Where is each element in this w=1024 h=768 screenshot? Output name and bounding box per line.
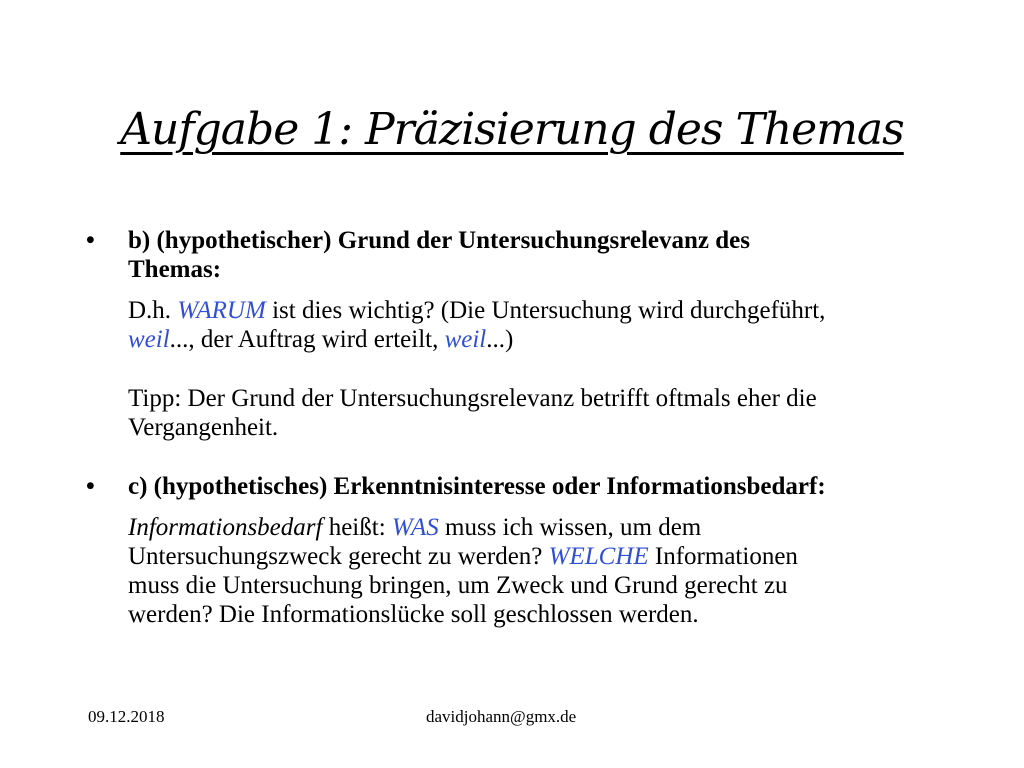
para-text: ..., der Auftrag wird erteilt, [169,326,445,353]
slide-title-text: Aufgabe 1: Präzisierung des Themas [120,104,904,155]
para-text: muss ich wissen, um dem [438,514,702,541]
para-text: muss die Untersuchung bringen, um Zweck und Grund gerecht zu [128,572,788,599]
footer-email: davidjohann@gmx.de [426,707,577,726]
tip-line2: Vergangenheit. [128,414,279,441]
keyword-was: WAS [391,514,439,541]
footer-date: 09.12.2018 [88,707,165,726]
tip-line1: Tipp: Der Grund der Untersuchungsrelevanz betrifft oftmals eher die [128,385,817,412]
keyword-warum: WARUM [177,297,266,324]
bullet-b-heading-line2: Themas: [128,256,222,283]
bullet-icon: • [86,473,95,500]
bullet-c-heading-text: c) (hypothetisches) Erkenntnisinteresse oder Informationsbedarf: [128,473,826,500]
bullet-icon: • [86,227,95,254]
para-text: werden? Die Informationslücke soll geschlossen werden. [128,601,699,628]
bullet-b-heading-line1: b) (hypothetischer) Grund der Untersuchungsrelevanz des [128,227,751,254]
bullet-b-heading [86,226,946,284]
bullet-c-heading [86,472,946,501]
para-text: D.h. [128,297,178,324]
keyword-weil: weil [444,326,487,353]
bullet-c-paragraph [86,513,946,629]
para-text: heißt: [322,514,392,541]
para-text: ist dies wichtig? (Die Untersuchung wird durchgeführt, [265,297,826,324]
bullet-b-paragraph [86,296,946,354]
para-text: Informationen [648,543,798,570]
para-text: ...) [486,326,514,353]
slide-body [86,226,946,629]
term-informationsbedarf: Informationsbedarf [128,514,323,541]
bullet-b-tip [86,384,946,442]
keyword-weil: weil [128,326,170,353]
slide-title [0,100,1024,160]
keyword-welche: WELCHE [548,543,649,570]
para-text: Untersuchungszweck gerecht zu werden? [128,543,549,570]
